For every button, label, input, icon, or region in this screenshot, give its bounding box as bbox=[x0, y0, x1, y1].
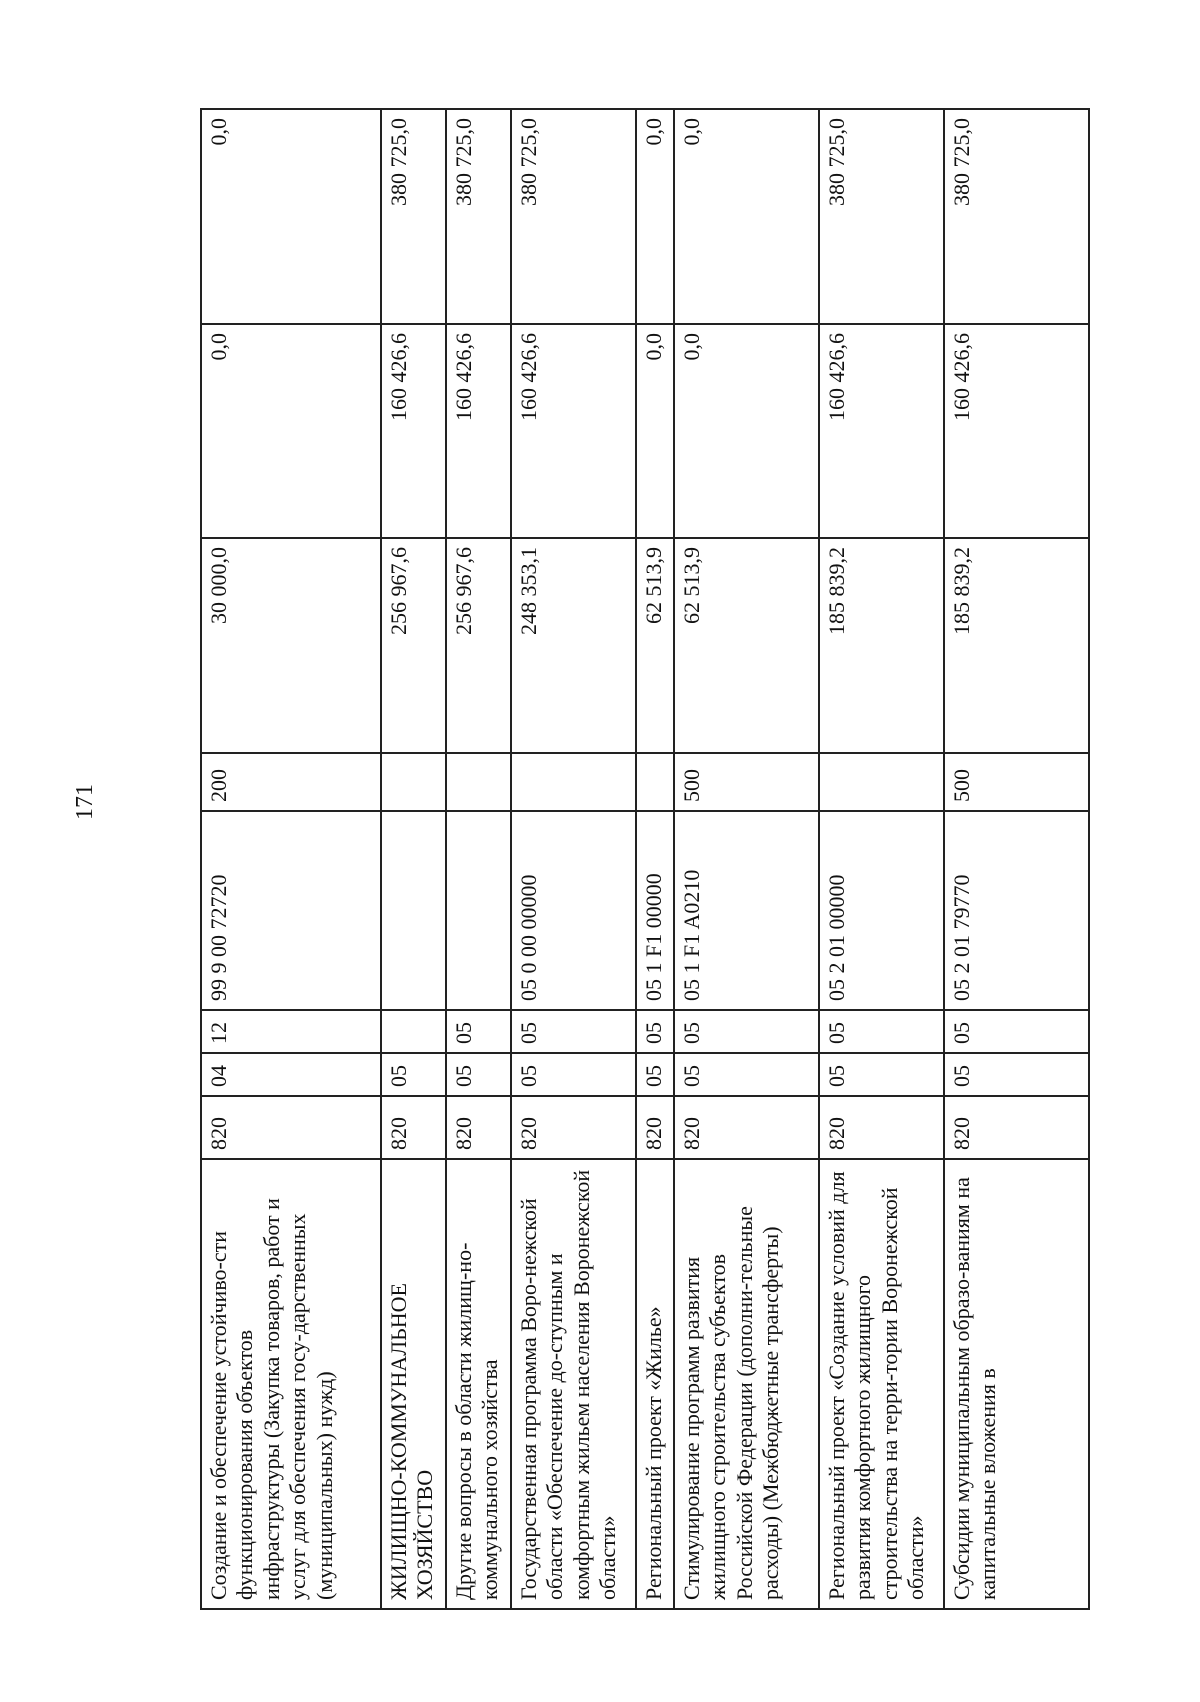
sum-year-3: 0,0 bbox=[674, 109, 819, 324]
expense-type-code bbox=[636, 753, 674, 811]
row-name: ЖИЛИЩНО-КОММУНАЛЬНОЕ ХОЗЯЙСТВО bbox=[381, 1159, 446, 1609]
sum-year-2: 160 426,6 bbox=[381, 324, 446, 538]
sum-year-3: 380 725,0 bbox=[446, 109, 511, 324]
grbs-code: 820 bbox=[944, 1096, 1089, 1159]
subsection-code: 05 bbox=[674, 1010, 819, 1053]
sum-year-3: 380 725,0 bbox=[511, 109, 636, 324]
target-article-code: 05 1 F1 A0210 bbox=[674, 811, 819, 1010]
table-row bbox=[511, 109, 636, 1609]
sum-year-2: 160 426,6 bbox=[944, 324, 1089, 538]
section-code: 05 bbox=[944, 1053, 1089, 1096]
target-article-code: 05 1 F1 00000 bbox=[636, 811, 674, 1010]
sum-year-2: 160 426,6 bbox=[446, 324, 511, 538]
sum-year-1: 30 000,0 bbox=[201, 538, 381, 753]
sum-year-1: 62 513,9 bbox=[636, 538, 674, 753]
expense-type-code: 200 bbox=[201, 753, 381, 811]
section-code: 04 bbox=[201, 1053, 381, 1096]
row-name: Региональный проект «Создание условий для развития комфортного жилищного строительства на терри-тории Воронежской области» bbox=[819, 1159, 944, 1609]
subsection-code: 05 bbox=[636, 1010, 674, 1053]
subsection-code: 12 bbox=[201, 1010, 381, 1053]
table-row bbox=[381, 109, 446, 1609]
sum-year-3: 0,0 bbox=[201, 109, 381, 324]
expense-type-code: 500 bbox=[944, 753, 1089, 811]
grbs-code: 820 bbox=[381, 1096, 446, 1159]
grbs-code: 820 bbox=[201, 1096, 381, 1159]
target-article-code bbox=[381, 811, 446, 1010]
row-name: Региональный проект «Жилье» bbox=[636, 1159, 674, 1609]
sum-year-1: 185 839,2 bbox=[819, 538, 944, 753]
grbs-code: 820 bbox=[446, 1096, 511, 1159]
sum-year-1: 256 967,6 bbox=[446, 538, 511, 753]
row-name: Создание и обеспечение устойчиво-сти функционирования объектов инфраструктуры (Закупка товаров, работ и услуг для обеспечения госу-дарственных (муниципальных) нужд) bbox=[201, 1159, 381, 1609]
expense-type-code bbox=[446, 753, 511, 811]
table-row bbox=[819, 109, 944, 1609]
sum-year-1: 185 839,2 bbox=[944, 538, 1089, 753]
section-code: 05 bbox=[381, 1053, 446, 1096]
sum-year-1: 62 513,9 bbox=[674, 538, 819, 753]
row-name: Государственная программа Воро-нежской области «Обеспечение до-ступным и комфортным жильем населения Воронежской области» bbox=[511, 1159, 636, 1609]
subsection-code bbox=[381, 1010, 446, 1053]
subsection-code: 05 bbox=[511, 1010, 636, 1053]
grbs-code: 820 bbox=[674, 1096, 819, 1159]
rotated-table-container bbox=[200, 110, 1090, 1610]
sum-year-1: 248 353,1 bbox=[511, 538, 636, 753]
budget-table bbox=[200, 108, 1090, 1610]
sum-year-3: 0,0 bbox=[636, 109, 674, 324]
section-code: 05 bbox=[446, 1053, 511, 1096]
section-code: 05 bbox=[511, 1053, 636, 1096]
section-code: 05 bbox=[636, 1053, 674, 1096]
sum-year-2: 160 426,6 bbox=[819, 324, 944, 538]
target-article-code: 05 0 00 00000 bbox=[511, 811, 636, 1010]
subsection-code: 05 bbox=[446, 1010, 511, 1053]
row-name: Другие вопросы в области жилищ-но-коммунального хозяйства bbox=[446, 1159, 511, 1609]
expense-type-code bbox=[511, 753, 636, 811]
grbs-code: 820 bbox=[636, 1096, 674, 1159]
expense-type-code bbox=[819, 753, 944, 811]
expense-type-code bbox=[381, 753, 446, 811]
sum-year-2: 0,0 bbox=[201, 324, 381, 538]
subsection-code: 05 bbox=[944, 1010, 1089, 1053]
sum-year-3: 380 725,0 bbox=[819, 109, 944, 324]
target-article-code: 99 9 00 72720 bbox=[201, 811, 381, 1010]
table-row bbox=[201, 109, 381, 1609]
grbs-code: 820 bbox=[511, 1096, 636, 1159]
section-code: 05 bbox=[819, 1053, 944, 1096]
target-article-code: 05 2 01 00000 bbox=[819, 811, 944, 1010]
target-article-code bbox=[446, 811, 511, 1010]
table-row bbox=[944, 109, 1089, 1609]
page-number: 171 bbox=[72, 784, 98, 820]
sum-year-2: 0,0 bbox=[674, 324, 819, 538]
sum-year-3: 380 725,0 bbox=[381, 109, 446, 324]
row-name: Стимулирование программ развития жилищного строительства субъектов Российской Федерации (дополни-тельные расходы) (Межбюджетные трансферты) bbox=[674, 1159, 819, 1609]
subsection-code: 05 bbox=[819, 1010, 944, 1053]
grbs-code: 820 bbox=[819, 1096, 944, 1159]
sum-year-2: 0,0 bbox=[636, 324, 674, 538]
sum-year-1: 256 967,6 bbox=[381, 538, 446, 753]
table-row bbox=[674, 109, 819, 1609]
expense-type-code: 500 bbox=[674, 753, 819, 811]
row-name: Субсидии муниципальным образо-ваниям на капитальные вложения в bbox=[944, 1159, 1089, 1609]
table-row bbox=[636, 109, 674, 1609]
sum-year-2: 160 426,6 bbox=[511, 324, 636, 538]
sum-year-3: 380 725,0 bbox=[944, 109, 1089, 324]
table-row bbox=[446, 109, 511, 1609]
target-article-code: 05 2 01 79770 bbox=[944, 811, 1089, 1010]
section-code: 05 bbox=[674, 1053, 819, 1096]
